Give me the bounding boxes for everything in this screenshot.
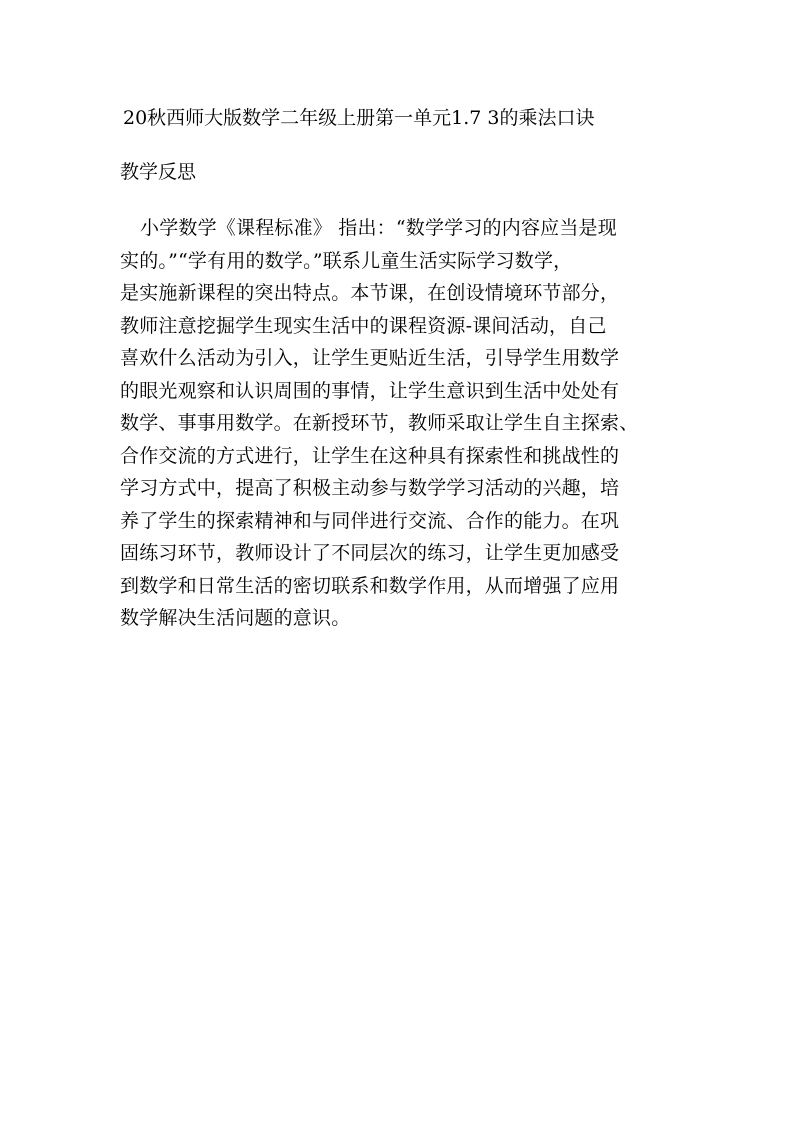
body-line: 的眼光观察和认识周围的事情，让学生意识到生活中处处有 xyxy=(120,379,620,402)
body-line: 学习方式中，提高了积极主动参与数学学习活动的兴趣，培 xyxy=(120,477,620,499)
body-line: 固练习环节，教师设计了不同层次的练习，让学生更加感受 xyxy=(120,542,620,564)
body-line: 喜欢什么活动为引入，让学生更贴近生活，引导学生用数学 xyxy=(120,347,620,369)
body-line: 是实施新课程的突出特点。本节课，在创设情境环节部分， xyxy=(120,282,620,304)
body-line: 数学解决生活问题的意识。 xyxy=(120,607,351,629)
body-line: 养了学生的探索精神和与同伴进行交流、合作的能力。在巩 xyxy=(120,509,620,532)
document-title: 20秋西师大版数学二年级上册第一单元1.7 3的乘法口诀 xyxy=(123,107,595,129)
body-line: 实的。”“学有用的数学。”联系儿童生活实际学习数学， xyxy=(120,249,573,272)
body-line: 到数学和日常生活的密切联系和数学作用，从而增强了应用 xyxy=(120,574,620,597)
document-body xyxy=(120,212,690,635)
body-line: 数学、事事用数学。在新授环节，教师采取让学生自主探索、 xyxy=(120,412,639,434)
body-line: 小学数学《课程标准》 指出：“数学学习的内容应当是现 xyxy=(140,217,617,239)
body-line: 合作交流的方式进行，让学生在这种具有探索性和挑战性的 xyxy=(120,444,620,467)
document-subtitle: 教学反思 xyxy=(120,161,197,183)
body-line: 教师注意挖掘学生现实生活中的课程资源-课间活动，自己 xyxy=(120,314,607,337)
